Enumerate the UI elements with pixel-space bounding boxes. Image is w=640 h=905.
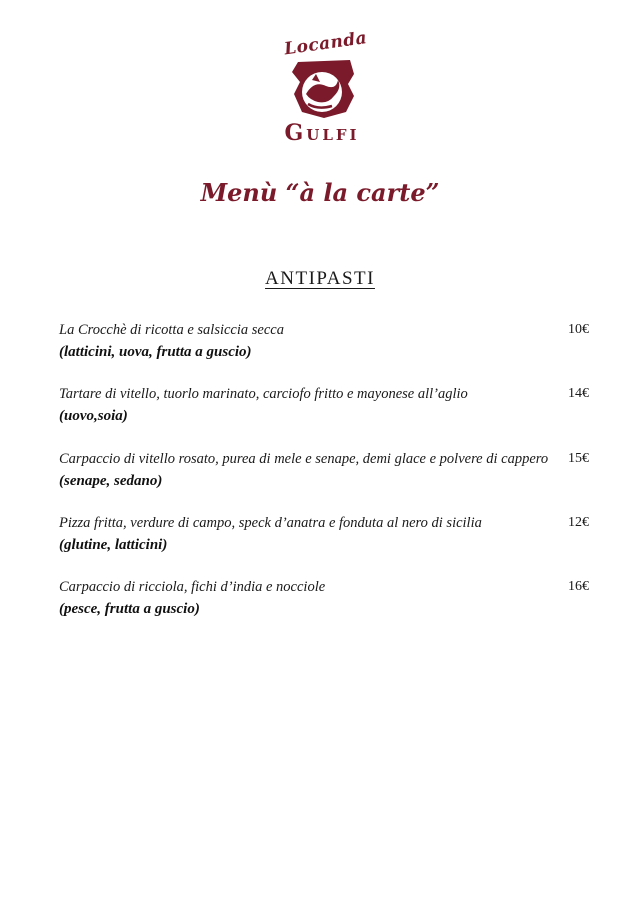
logo-word-text: Gulfi [284, 120, 360, 146]
menu-item [59, 386, 599, 425]
menu-item-price: 12€ [568, 515, 589, 530]
menu-item [59, 579, 599, 618]
menu-title: Menù “à la carte” [200, 178, 440, 207]
menu-item-name: Carpaccio di vitello rosato, purea di mele e senape, demi glace e polvere di cappero [59, 451, 549, 467]
menu-item-allergens: (latticini, uova, frutta a guscio) [59, 344, 252, 360]
restaurant-logo [270, 28, 370, 146]
menu-item-price: 15€ [568, 451, 589, 466]
menu-item-allergens: (pesce, frutta a guscio) [59, 601, 200, 617]
menu-item-name: Tartare di vitello, tuorlo marinato, carciofo fritto e mayonese all’aglio [59, 386, 468, 402]
menu-item-allergens: (uovo,soia) [59, 408, 128, 424]
menu-item-allergens: (senape, sedano) [59, 473, 163, 489]
menu-item-name: Pizza fritta, verdure di campo, speck d’anatra e fonduta al nero di sicilia [59, 515, 482, 531]
menu-item [59, 515, 599, 554]
section-title [0, 268, 640, 290]
logo-script-text: Locanda [282, 28, 369, 60]
menu-item-price: 14€ [568, 386, 589, 401]
menu-item-name: La Crocchè di ricotta e salsiccia secca [59, 322, 284, 338]
menu-item [59, 451, 599, 490]
menu-item-name: Carpaccio di ricciola, fichi d’india e nocciole [59, 579, 326, 595]
menu-item-price: 10€ [568, 322, 589, 337]
menu-item-allergens: (glutine, latticini) [59, 537, 168, 553]
dragon-emblem-icon [288, 54, 360, 122]
menu-item-price: 16€ [568, 579, 589, 594]
section-title-text: ANTIPASTI [265, 268, 375, 289]
menu-item [59, 322, 599, 361]
